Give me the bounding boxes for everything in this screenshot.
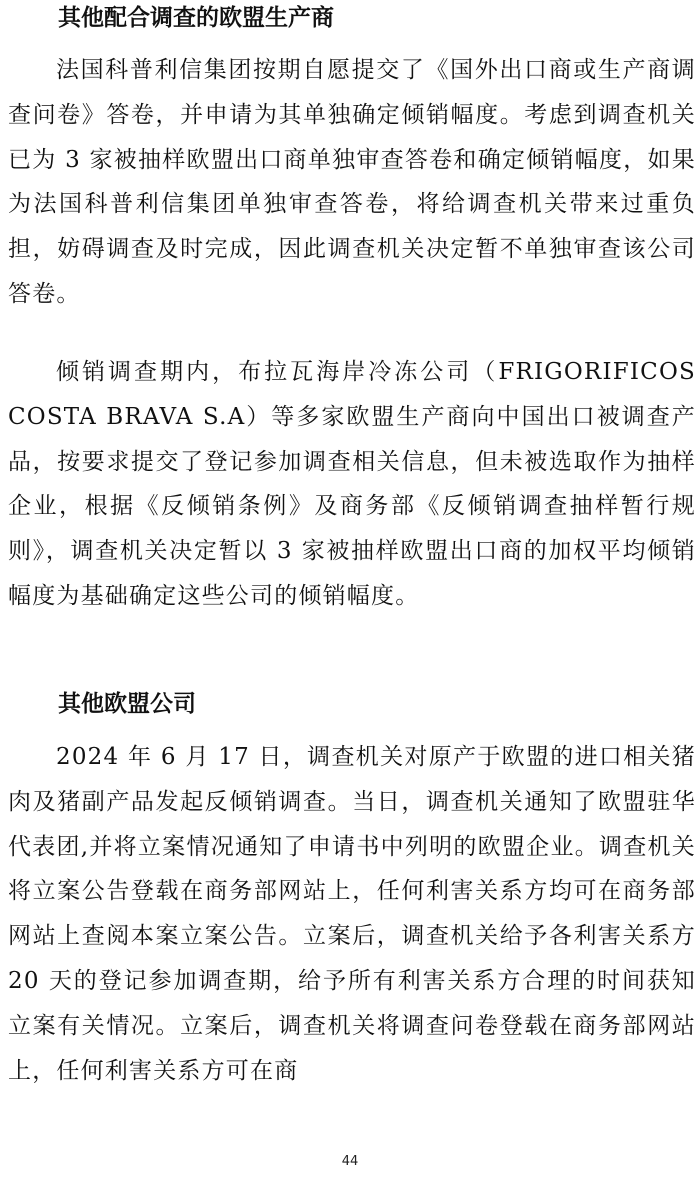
section-heading-other-eu-companies: 其他欧盟公司 — [58, 691, 196, 717]
page-number: 44 — [341, 1154, 359, 1169]
section-heading-cooperating-eu-producers: 其他配合调查的欧盟生产商 — [58, 5, 334, 31]
paragraph-copalis-group: 法国科普利信集团按期自愿提交了《国外出口商或生产商调查问卷》答卷，并申请为其单独确定倾销幅度。考虑到调查机关已为 3 家被抽样欧盟出口商单独审查答卷和确定倾销幅度，如果为法国科普利信集团单独审查答卷，将给调查机关带来过重负担，妨碍调查及时完成，因此调查机关决定暂不单独审查该公司答卷。 — [8, 57, 696, 307]
paragraph-non-sampled-producers: 倾销调查期内，布拉瓦海岸冷冻公司（FRIGORIFICOS COSTA BRAVA S.A）等多家欧盟生产商向中国出口被调查产品，按要求提交了登记参加调查相关信息，但未被选取作为抽样企业，根据《反倾销条例》及商务部《反倾销调查抽样暂行规则》，调查机关决定暂以 3 家被抽样欧盟出口商的加权平均倾销幅度为基础确定这些公司的倾销幅度。 — [8, 359, 696, 609]
paragraph-investigation-initiation: 2024 年 6 月 17 日，调查机关对原产于欧盟的进口相关猪肉及猪副产品发起反倾销调查。当日，调查机关通知了欧盟驻华代表团,并将立案情况通知了申请书中列明的欧盟企业。调查机关将立案公告登载在商务部网站上，任何利害关系方均可在商务部网站上查阅本案立案公告。立案后，调查机关给予各利害关系方 20 天的登记参加调查期，给予所有利害关系方合理的时间获知立案有关情况。立案后，调查机关将调查问卷登载在商务部网站上，任何利害关系方可在商 — [8, 744, 696, 1084]
